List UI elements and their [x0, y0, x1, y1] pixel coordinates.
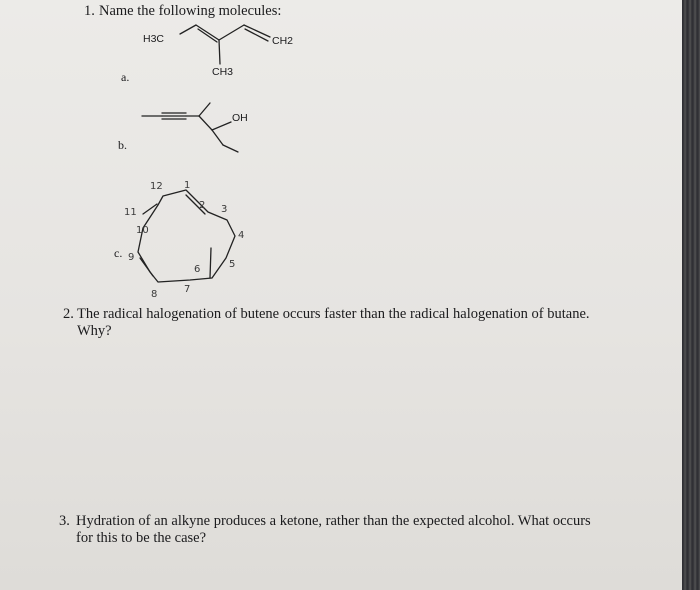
molecule-a-branch-methyl: CH3	[212, 66, 234, 78]
ring-number-7: 7	[184, 284, 191, 295]
question-3-number: 3.	[59, 513, 70, 529]
ring-number-4: 4	[238, 230, 245, 241]
question-2-number: 2.	[63, 306, 74, 322]
ring-number-8: 8	[151, 289, 158, 300]
molecule-a-right-methylene: CH2	[272, 35, 294, 47]
ring-number-2: 2	[199, 200, 206, 211]
ring-number-5: 5	[229, 259, 236, 270]
question-1-number: 1.	[84, 3, 95, 19]
ring-number-6: 6	[194, 264, 201, 275]
part-b-label: b.	[118, 138, 127, 152]
question-1-prompt: Name the following molecules:	[99, 3, 282, 19]
ring-number-1: 1	[184, 180, 191, 191]
ring-number-3: 3	[221, 204, 228, 215]
ring-number-10: 10	[136, 225, 149, 236]
question-2-text-line-2: Why?	[77, 323, 112, 339]
ring-number-11: 11	[124, 207, 137, 218]
part-c-label: c.	[114, 246, 123, 260]
ring-number-12: 12	[150, 181, 163, 192]
molecule-b-hydroxyl: OH	[232, 112, 248, 124]
question-3-text-line-1: Hydration of an alkyne produces a ketone, rather than the expected alcohol. What occurs	[76, 513, 591, 529]
question-2-text-line-1: The radical halogenation of butene occurs faster than the radical halogenation of butane.	[77, 306, 590, 322]
page-edge-background	[682, 0, 700, 590]
question-3-text-line-2: for this to be the case?	[76, 530, 207, 546]
molecule-a-left-methyl: H3C	[143, 33, 165, 45]
part-a-label: a.	[121, 70, 130, 84]
ring-number-9: 9	[128, 252, 135, 263]
